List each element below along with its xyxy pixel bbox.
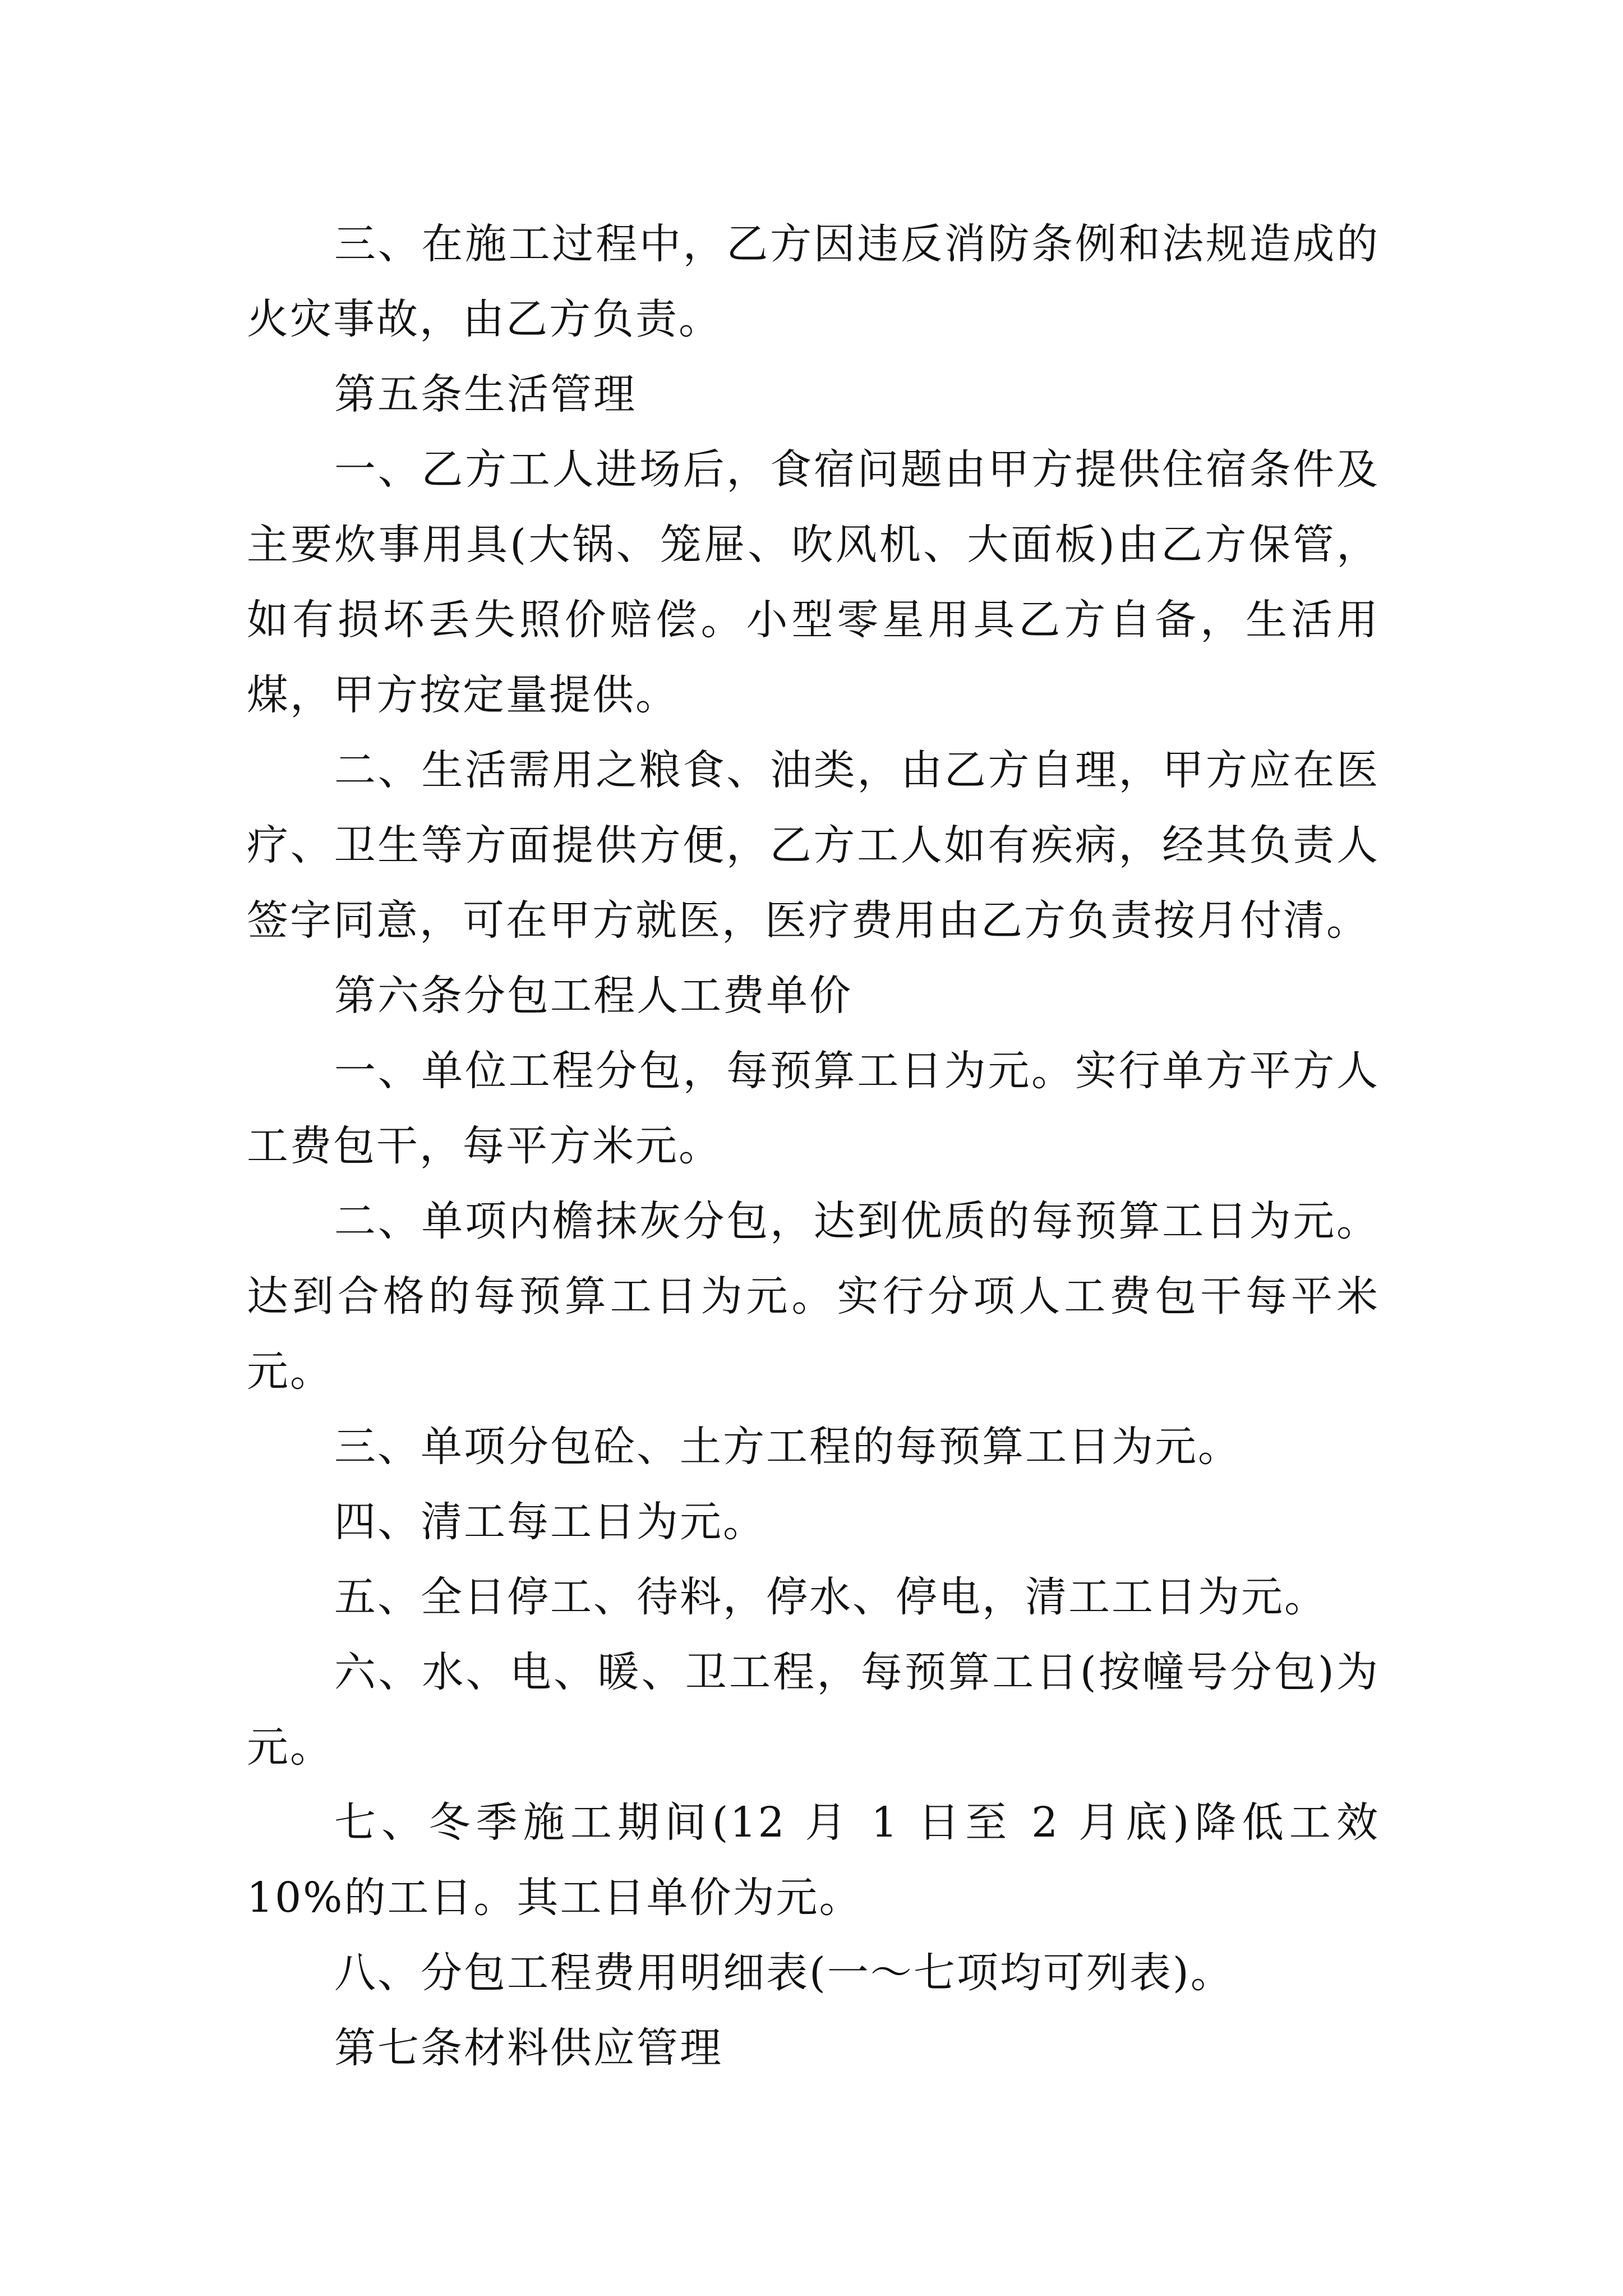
paragraph-utilities: 六、水、电、暖、卫工程，每预算工日(按幢号分包)为元。 (247, 1648, 1380, 1772)
paragraph-winter: 七、冬季施工期间(12 月 1 日至 2 月底)降低工效 10%的工日。其工日单价为元。 (247, 1798, 1395, 1922)
paragraph-food-medical: 二、生活需用之粮食、油类，由乙方自理，甲方应在医疗、卫生等方面提供方便，乙方工人如有疾病，经其负责人签字同意，可在甲方就医，医疗费用由乙方负责按月付清。 (247, 746, 1380, 945)
paragraph-fire-liability: 三、在施工过程中，乙方因违反消防条例和法规造成的火灾事故，由乙方负责。 (247, 220, 1380, 343)
paragraph-concrete-earthwork: 三、单项分包砼、土方工程的每预算工日为元。 (334, 1423, 1241, 1471)
heading-article-7: 第七条材料供应管理 (334, 2024, 723, 2072)
heading-article-6: 第六条分包工程人工费单价 (334, 972, 852, 1020)
paragraph-unit-project: 一、单位工程分包，每预算工日为元。实行单方平方人工费包干，每平方米元。 (247, 1047, 1380, 1170)
document-body (247, 206, 1395, 2086)
paragraph-cost-table: 八、分包工程费用明细表(一～七项均可列表)。 (334, 1949, 1234, 1997)
paragraph-labor-day: 四、清工每工日为元。 (334, 1498, 766, 1546)
paragraph-plastering: 二、单项内檐抹灰分包，达到优质的每预算工日为元。达到合格的每预算工日为元。实行分项人工费包干每平米元。 (247, 1197, 1380, 1396)
paragraph-stoppage: 五、全日停工、待料，停水、停电，清工工日为元。 (334, 1573, 1327, 1621)
paragraph-accommodation: 一、乙方工人进场后，食宿问题由甲方提供住宿条件及主要炊事用具(大锅、笼屉、吹风机、大面板)由乙方保管，如有损坏丢失照价赔偿。小型零星用具乙方自备，生活用煤，甲方按定量提供。 (247, 445, 1380, 719)
heading-article-5: 第五条生活管理 (334, 370, 637, 418)
